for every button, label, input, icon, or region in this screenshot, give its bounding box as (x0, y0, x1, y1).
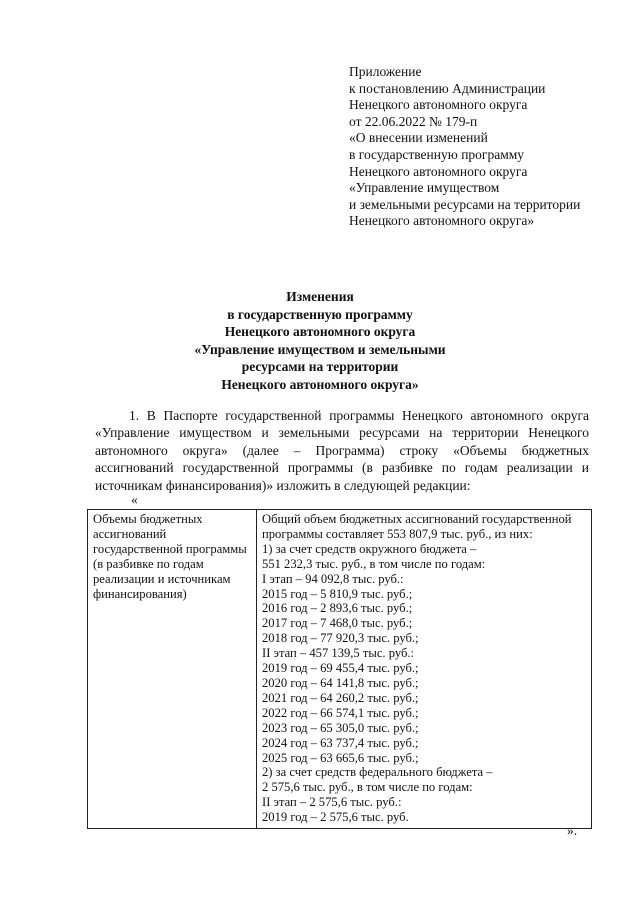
value-line: 2019 год – 69 455,4 тыс. руб.; (262, 661, 419, 676)
value-line: 2018 год – 77 920,3 тыс. руб.; (262, 631, 419, 646)
label-line: государственной программы (93, 541, 247, 556)
appendix-line: Ненецкого автономного округа (349, 97, 528, 113)
value-line: 2 575,6 тыс. руб., в том числе по годам: (262, 780, 473, 795)
opening-quote: « (131, 492, 138, 507)
label-line: ассигнований (93, 526, 167, 541)
title-line: «Управление имуществом и земельными (194, 341, 446, 357)
row-label-cell (88, 510, 257, 829)
title-line: Ненецкого автономного округа» (221, 376, 419, 392)
value-line: 2021 год – 64 260,2 тыс. руб.; (262, 690, 419, 705)
passport-table (87, 509, 592, 829)
appendix-line: «О внесении изменений (349, 130, 488, 146)
value-line: 2016 год – 2 893,6 тыс. руб.; (262, 601, 413, 616)
value-line: 2019 год – 2 575,6 тыс. руб. (262, 810, 409, 825)
label-line: реализации и источникам (93, 571, 231, 586)
value-line: 1) за счет средств окружного бюджета – (262, 541, 477, 556)
body-paragraph (95, 407, 589, 494)
value-line: 2024 год – 63 737,4 тыс. руб.; (262, 735, 419, 750)
value-line: Общий объем бюджетных ассигнований государственной (262, 512, 572, 526)
value-line: программы составляет 553 807,9 тыс. руб., из них: (262, 526, 533, 541)
appendix-line: от 22.06.2022 № 179-п (349, 113, 478, 129)
title-line: Изменения (286, 289, 354, 304)
appendix-line: Ненецкого автономного округа (349, 163, 528, 179)
appendix-line: Ненецкого автономного округа» (349, 213, 535, 229)
appendix-line: в государственную программу (349, 146, 525, 162)
document-title (0, 288, 640, 393)
value-line: 551 232,3 тыс. руб., в том числе по годам: (262, 556, 486, 571)
value-line: 2025 год – 63 665,6 тыс. руб.; (262, 750, 419, 765)
value-line: I этап – 94 092,8 тыс. руб.: (262, 571, 404, 586)
appendix-line: Приложение (349, 64, 422, 79)
title-line: Ненецкого автономного округа (224, 324, 416, 339)
value-line: 2022 год – 66 574,1 тыс. руб.; (262, 705, 419, 720)
appendix-block (349, 64, 619, 230)
appendix-line: к постановлению Администрации (349, 80, 546, 96)
label-line: финансирования) (93, 586, 187, 601)
label-line: Объемы бюджетных (93, 512, 203, 526)
value-line: 2017 год – 7 468,0 тыс. руб.; (262, 616, 413, 631)
paragraph-text: 1. В Паспорте государственной программы Ненецкого автономного округа «Управление имуществом и земельными ресурсами на территории Ненецкого автономного округа» (далее – Программа) строку «Объемы бюджетных ассигнований государственной программы (в разбивке по годам реализации и источникам финансирования)» изложить в следующей редакции: (95, 408, 589, 493)
value-line: 2020 год – 64 141,8 тыс. руб.; (262, 675, 419, 690)
title-line: ресурсами на территории (241, 359, 399, 374)
title-line: в государственную программу (227, 306, 413, 322)
appendix-line: и земельными ресурсами на территории (349, 196, 581, 212)
value-line: 2023 год – 65 305,0 тыс. руб.; (262, 720, 419, 735)
label-line: (в разбивке по годам (93, 556, 204, 571)
row-value-cell (257, 510, 592, 829)
value-line: 2015 год – 5 810,9 тыс. руб.; (262, 586, 413, 601)
value-line: 2) за счет средств федерального бюджета – (262, 765, 493, 780)
table-row (88, 510, 592, 829)
closing-quote: ». (567, 823, 578, 838)
appendix-line: «Управление имуществом (349, 180, 500, 196)
value-line: II этап – 457 139,5 тыс. руб.: (262, 646, 415, 661)
value-line: II этап – 2 575,6 тыс. руб.: (262, 795, 402, 810)
